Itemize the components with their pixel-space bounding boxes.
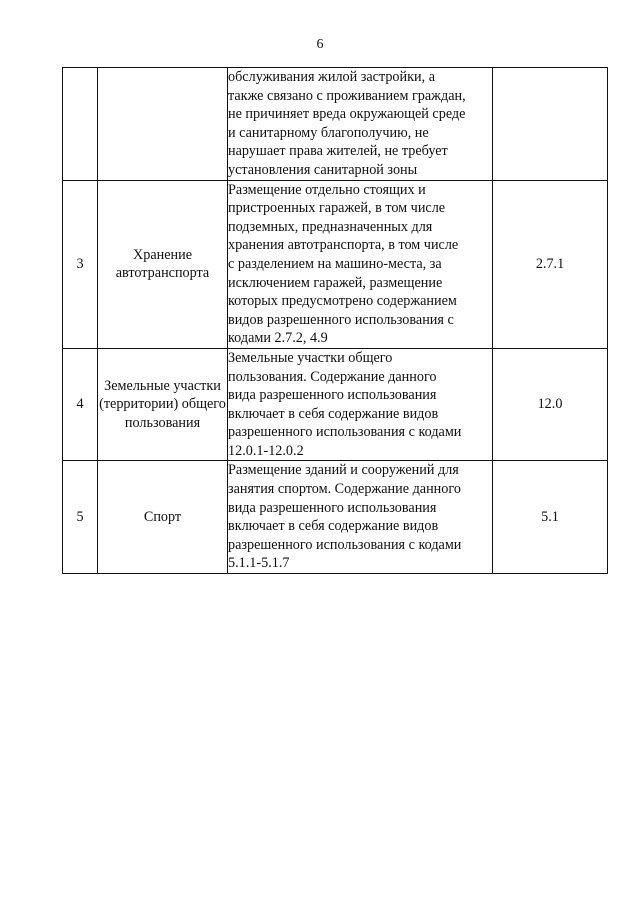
description-cell bbox=[228, 461, 493, 574]
use-type-name-cell: Хранение автотранспорта bbox=[98, 180, 228, 348]
description-line: не причиняет вреда окружающей среде bbox=[228, 106, 466, 123]
description-line: видов разрешенного использования с bbox=[228, 311, 454, 328]
use-type-name-cell: Спорт bbox=[98, 461, 228, 574]
use-type-name-cell bbox=[98, 68, 228, 181]
land-use-table bbox=[62, 67, 608, 574]
description-line: установления санитарной зоны bbox=[228, 161, 418, 178]
description-line: подземных, предназначенных для bbox=[228, 218, 433, 235]
description-line: которых предусмотрено содержанием bbox=[228, 293, 457, 310]
table-row bbox=[63, 461, 608, 574]
description-cell bbox=[228, 180, 493, 348]
description-line: 5.1.1-5.1.7 bbox=[228, 555, 290, 572]
row-number-cell: 4 bbox=[63, 348, 98, 461]
page-number: 6 bbox=[316, 37, 324, 52]
description-line: исключением гаражей, размещение bbox=[228, 274, 443, 291]
use-code-cell: 5.1 bbox=[493, 461, 608, 574]
description-line: пользования. Содержание данного bbox=[228, 368, 437, 385]
description-line: Размещение зданий и сооружений для bbox=[228, 462, 459, 479]
description-line: включает в себя содержание видов bbox=[228, 518, 439, 535]
use-code-cell bbox=[493, 68, 608, 181]
description-cell bbox=[228, 68, 493, 181]
description-line: кодами 2.7.2, 4.9 bbox=[228, 330, 328, 347]
use-type-name-cell: Земельные участки (территории) общего пользования bbox=[98, 348, 228, 461]
use-code-cell: 12.0 bbox=[493, 348, 608, 461]
description-line: и санитарному благополучию, не bbox=[228, 124, 429, 141]
table-row bbox=[63, 348, 608, 461]
use-code-cell: 2.7.1 bbox=[493, 180, 608, 348]
row-number-cell: 5 bbox=[63, 461, 98, 574]
description-line: разрешенного использования с кодами bbox=[228, 424, 462, 441]
row-number-cell: 3 bbox=[63, 180, 98, 348]
row-number-cell bbox=[63, 68, 98, 181]
description-line: пристроенных гаражей, в том числе bbox=[228, 200, 446, 217]
description-line: включает в себя содержание видов bbox=[228, 405, 439, 422]
description-line: нарушает права жителей, не требует bbox=[228, 143, 448, 160]
description-line: вида разрешенного использования bbox=[228, 387, 437, 404]
description-line: занятия спортом. Содержание данного bbox=[228, 481, 461, 498]
description-line: также связано с проживанием граждан, bbox=[228, 87, 466, 104]
description-line: разрешенного использования с кодами bbox=[228, 536, 462, 553]
table-row bbox=[63, 68, 608, 181]
description-cell bbox=[228, 348, 493, 461]
description-line: Размещение отдельно стоящих и bbox=[228, 181, 426, 198]
description-line: с разделением на машино-места, за bbox=[228, 255, 442, 272]
description-line: вида разрешенного использования bbox=[228, 499, 437, 516]
description-line: 12.0.1-12.0.2 bbox=[228, 442, 304, 459]
table-body bbox=[63, 68, 608, 574]
description-line: обслуживания жилой застройки, а bbox=[228, 69, 435, 85]
table-row bbox=[63, 180, 608, 348]
description-line: хранения автотранспорта, в том числе bbox=[228, 237, 459, 254]
description-line: Земельные участки общего bbox=[228, 349, 393, 366]
